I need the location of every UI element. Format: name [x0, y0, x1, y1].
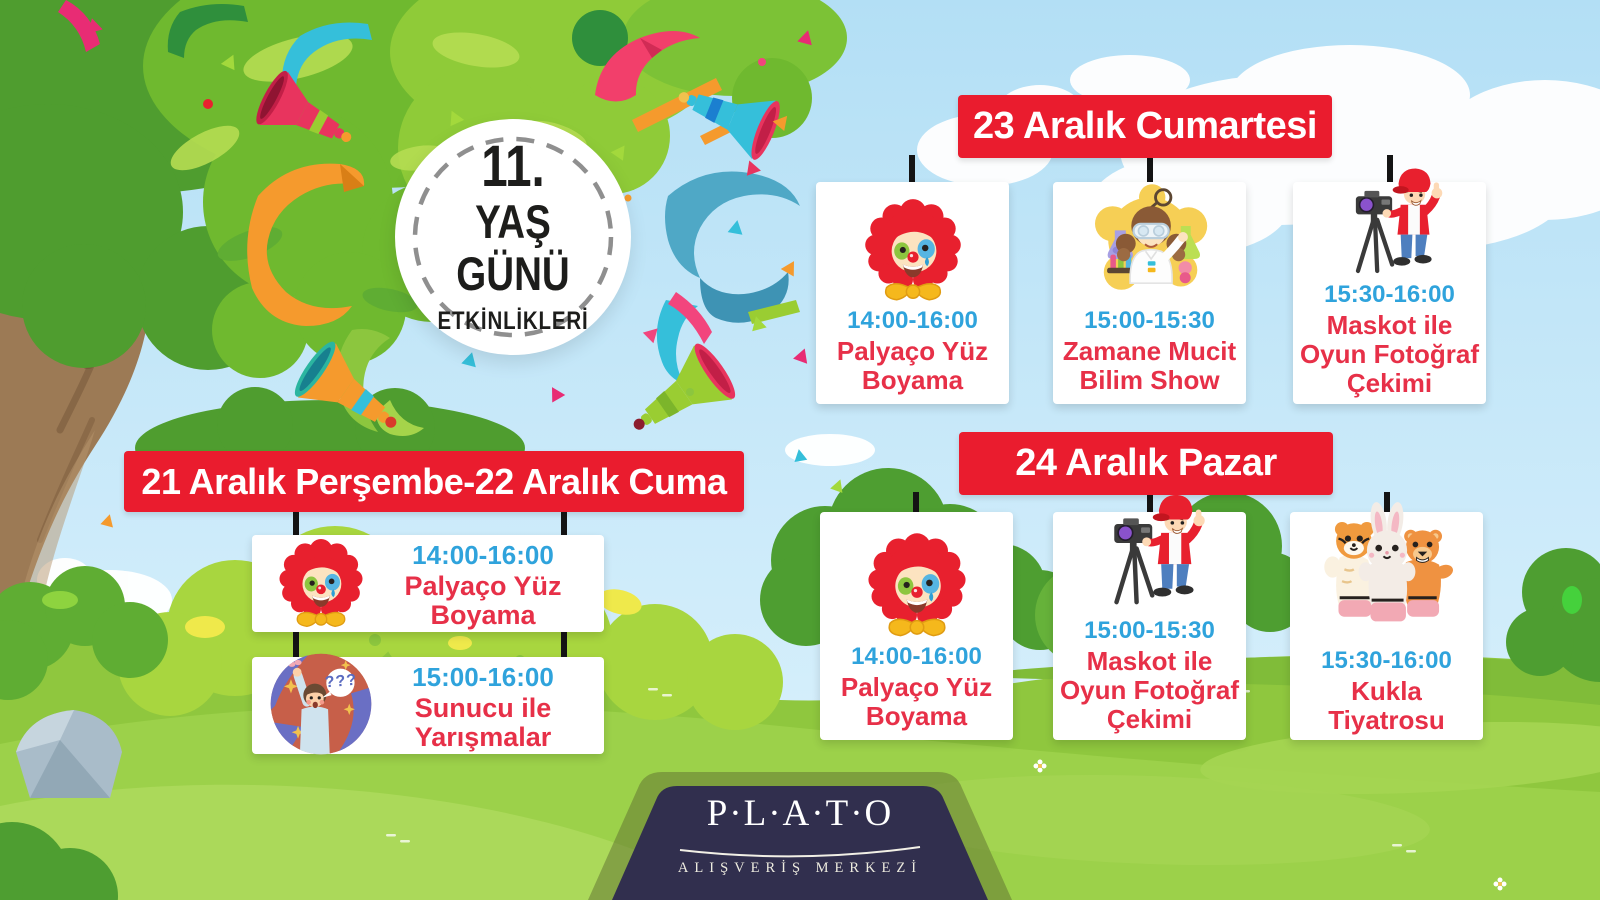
event-title: Palyaço Yüz [836, 336, 989, 367]
event-card [1053, 512, 1246, 740]
event-card [1053, 182, 1246, 404]
banner-dec23-saturday: 23 Aralık Cumartesi [958, 95, 1332, 158]
event-title: Bilim Show [1079, 364, 1220, 395]
footer-podium [560, 768, 1040, 900]
clown-icon [852, 190, 974, 312]
event-time: 14:00-16:00 [851, 643, 982, 670]
event-title: Tiyatrosu [1328, 704, 1445, 735]
anniversary-badge [395, 119, 631, 355]
banner-dec24-sunday: 24 Aralık Pazar [959, 432, 1333, 495]
event-time: 15:30-16:00 [1324, 281, 1455, 308]
badge-number: 11. [481, 133, 545, 199]
event-title: Boyama [861, 364, 964, 395]
event-time: 15:30-16:00 [1321, 647, 1452, 674]
event-title: Palyaço Yüz [840, 672, 993, 703]
event-card [252, 535, 604, 632]
event-title: Yarışmalar [414, 722, 552, 753]
brand-tagline: ALIŞVERİŞ MERKEZİ [677, 860, 923, 876]
event-title: Çekimi [1106, 703, 1193, 734]
event-title: Oyun Fotoğraf [1299, 338, 1480, 369]
puppets-icon [1316, 496, 1458, 638]
event-card [1290, 512, 1483, 740]
event-title: Maskot ile [1086, 646, 1213, 677]
event-title: Çekimi [1346, 367, 1433, 398]
event-title: Sunucu ile [414, 693, 552, 724]
banner-dec21-22: 21 Aralık Perşembe-22 Aralık Cuma [124, 451, 744, 512]
event-title: Kukla [1351, 676, 1422, 707]
event-time: 15:00-16:00 [412, 662, 554, 692]
badge-title: YAŞ GÜNÜ [456, 194, 570, 300]
photographer-icon [1083, 486, 1217, 620]
question-marks: ??? [324, 671, 358, 692]
event-title: Zamane Mucit [1062, 336, 1237, 367]
quiz-kid-icon [268, 651, 374, 757]
photographer-icon [1326, 160, 1454, 288]
event-title: Palyaço Yüz [404, 571, 562, 602]
clown-icon [855, 524, 979, 648]
scientist-icon [1084, 182, 1216, 314]
event-time: 14:00-16:00 [847, 307, 978, 334]
event-title: Boyama [430, 600, 536, 631]
badge-subtitle: ETKİNLİKLERİ [437, 307, 589, 336]
clown-icon [268, 531, 374, 637]
event-time: 15:00-15:30 [1084, 617, 1215, 644]
event-card [252, 657, 604, 754]
event-time: 15:00-15:30 [1084, 307, 1215, 334]
event-card [1293, 182, 1486, 404]
brand-logo: P·L·A·T·O [706, 793, 894, 834]
event-card [820, 512, 1013, 740]
event-card [816, 182, 1009, 404]
event-title: Maskot ile [1326, 310, 1453, 341]
event-title: Boyama [865, 700, 968, 731]
event-time: 14:00-16:00 [412, 540, 554, 570]
party-horn-icon [616, 339, 741, 454]
event-title: Oyun Fotoğraf [1059, 674, 1240, 705]
